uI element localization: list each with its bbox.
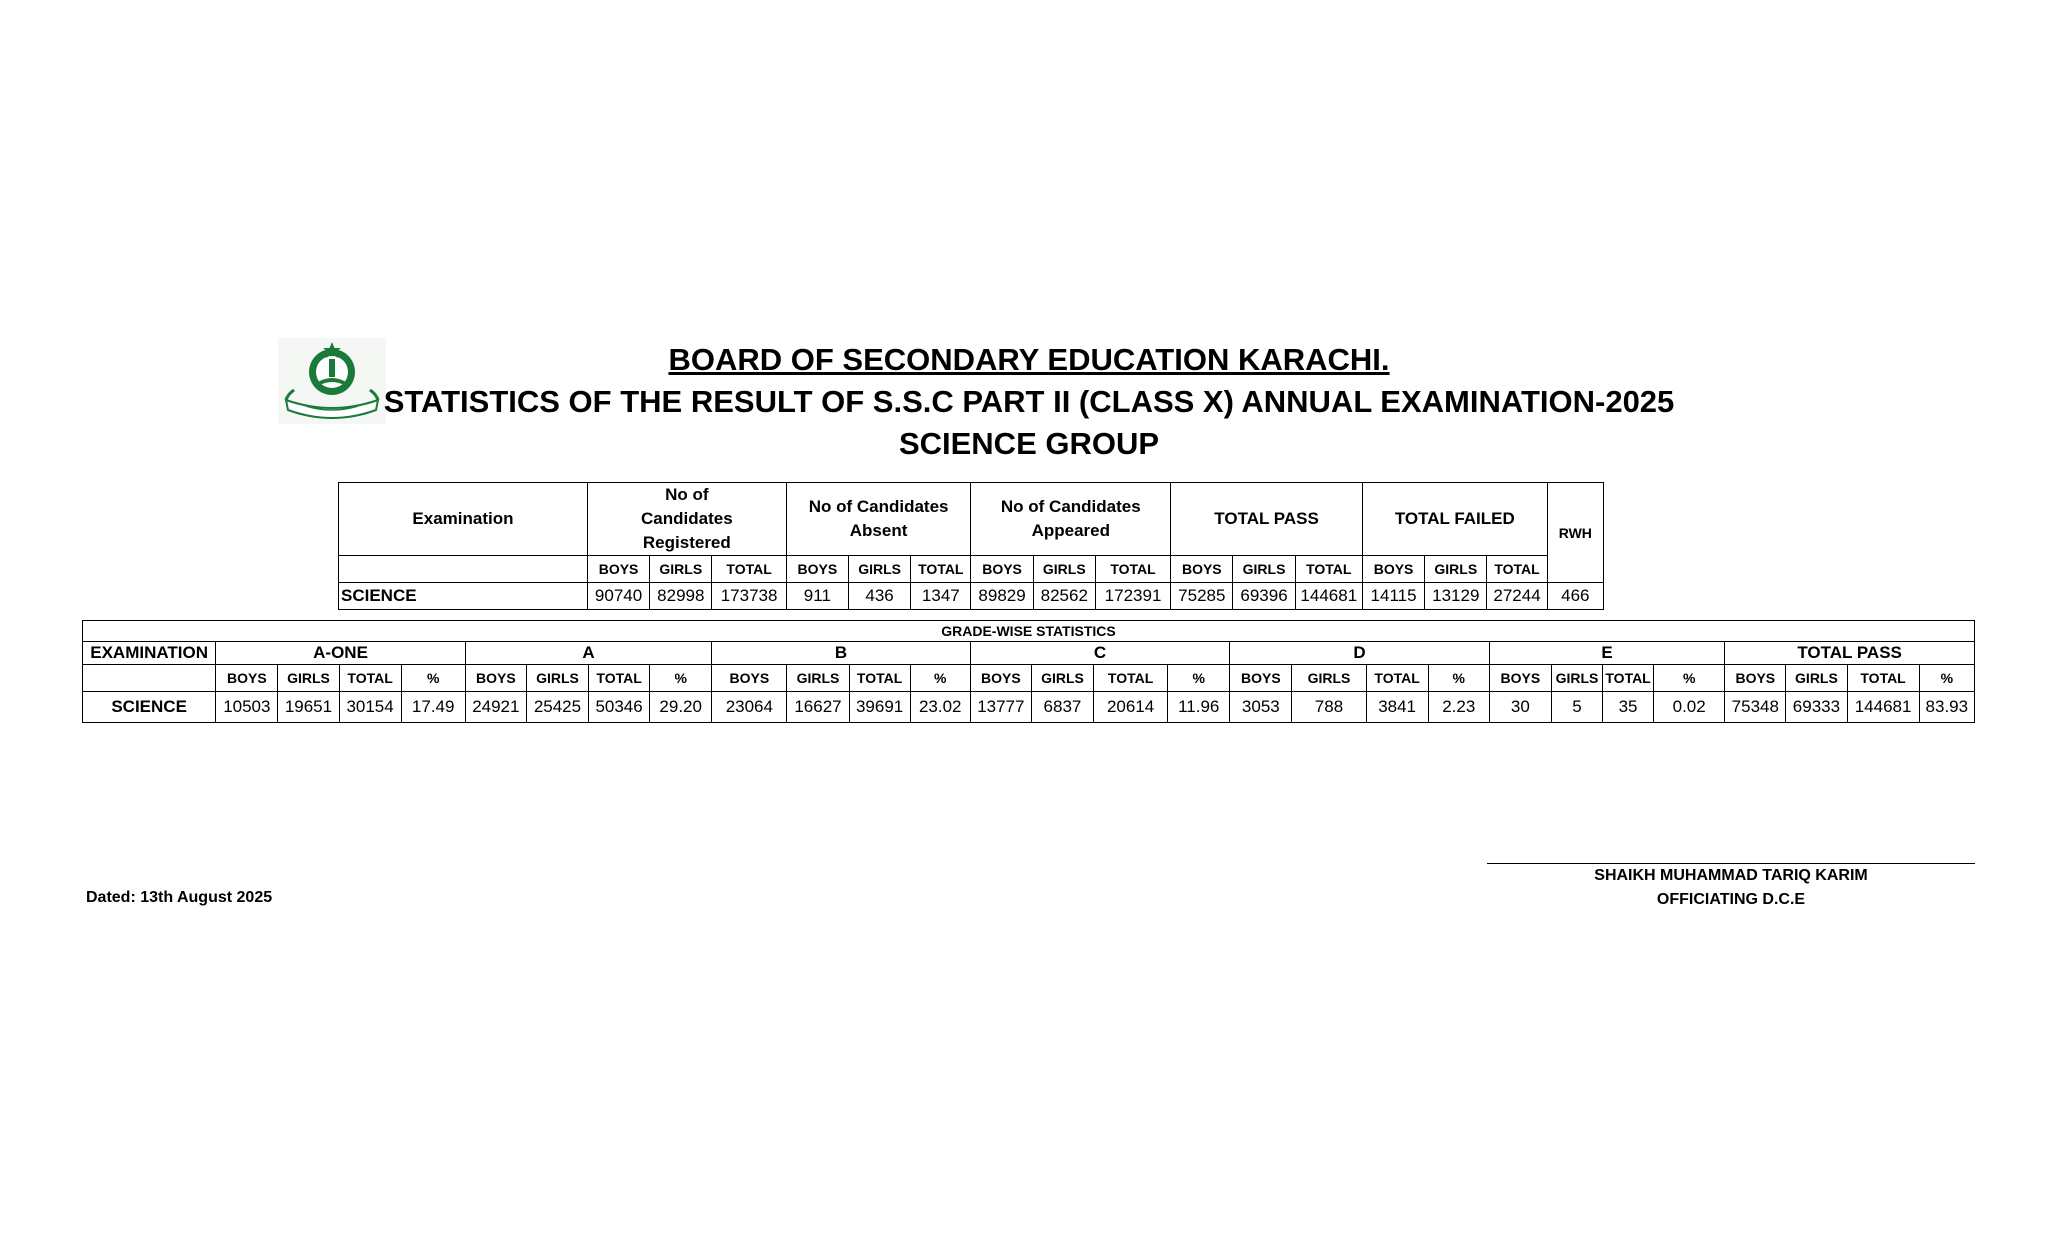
date-stamp: Dated: 13th August 2025 bbox=[86, 889, 273, 906]
cell-e-total: 35 bbox=[1603, 692, 1654, 723]
cell-failed-total: 27244 bbox=[1487, 583, 1547, 610]
header-examination: EXAMINATION bbox=[83, 642, 216, 665]
sub-pct: % bbox=[401, 665, 465, 692]
cell-pass-total: 144681 bbox=[1295, 583, 1362, 610]
sub-pct: % bbox=[1168, 665, 1230, 692]
sub-girls: GIRLS bbox=[1233, 556, 1295, 583]
cell-e-pct: 0.02 bbox=[1654, 692, 1725, 723]
sub-boys: BOYS bbox=[587, 556, 649, 583]
sub-boys: BOYS bbox=[1362, 556, 1424, 583]
cell-a-one-total: 30154 bbox=[339, 692, 401, 723]
summary-table bbox=[338, 482, 1604, 610]
sub-boys: BOYS bbox=[971, 556, 1033, 583]
sub-pct: % bbox=[1428, 665, 1489, 692]
sub-boys: BOYS bbox=[216, 665, 278, 692]
cell-d-girls: 788 bbox=[1292, 692, 1366, 723]
sub-total: TOTAL bbox=[1095, 556, 1170, 583]
sub-total: TOTAL bbox=[1295, 556, 1362, 583]
sub-girls: GIRLS bbox=[1033, 556, 1095, 583]
cell-a-boys: 24921 bbox=[465, 692, 526, 723]
signatory-name: SHAIKH MUHAMMAD TARIQ KARIM bbox=[1594, 867, 1868, 884]
cell-a-one-boys: 10503 bbox=[216, 692, 278, 723]
sub-total: TOTAL bbox=[1487, 556, 1547, 583]
row-label-science: SCIENCE bbox=[339, 583, 588, 610]
header-examination: Examination bbox=[339, 483, 588, 556]
sub-girls: GIRLS bbox=[1292, 665, 1366, 692]
cell-a-one-girls: 19651 bbox=[278, 692, 339, 723]
header-blank bbox=[83, 665, 216, 692]
sub-girls: GIRLS bbox=[1786, 665, 1847, 692]
cell-c-boys: 13777 bbox=[970, 692, 1031, 723]
sub-total: TOTAL bbox=[712, 556, 786, 583]
cell-a-girls: 25425 bbox=[526, 692, 588, 723]
header-appeared: No of Candidates Appeared bbox=[971, 483, 1171, 556]
cell-c-total: 20614 bbox=[1094, 692, 1168, 723]
statistics-title: STATISTICS OF THE RESULT OF S.S.C PART II (CLASS X) ANNUAL EXAMINATION-2025 bbox=[383, 384, 1675, 419]
sub-girls: GIRLS bbox=[278, 665, 339, 692]
sub-boys: BOYS bbox=[712, 665, 787, 692]
grade-total-pass: TOTAL PASS bbox=[1725, 642, 1975, 665]
signatory-title: OFFICIATING D.C.E bbox=[1656, 891, 1806, 908]
signatory-block bbox=[1487, 864, 1975, 912]
grade-e: E bbox=[1489, 642, 1724, 665]
sub-total: TOTAL bbox=[911, 556, 971, 583]
cell-e-boys: 30 bbox=[1489, 692, 1551, 723]
sub-boys: BOYS bbox=[1230, 665, 1292, 692]
cell-rwh: 466 bbox=[1547, 583, 1603, 610]
sub-girls: GIRLS bbox=[1425, 556, 1487, 583]
group-title: SCIENCE GROUP bbox=[898, 426, 1160, 461]
grade-a: A bbox=[465, 642, 712, 665]
sub-pct: % bbox=[1654, 665, 1725, 692]
cell-b-girls: 16627 bbox=[787, 692, 849, 723]
cell-e-girls: 5 bbox=[1551, 692, 1602, 723]
sub-boys: BOYS bbox=[1489, 665, 1551, 692]
grade-d: D bbox=[1230, 642, 1490, 665]
sub-girls: GIRLS bbox=[1031, 665, 1093, 692]
sub-pct: % bbox=[1919, 665, 1974, 692]
cell-total-pass-girls: 69333 bbox=[1786, 692, 1847, 723]
grade-table bbox=[82, 620, 1975, 723]
cell-b-pct: 23.02 bbox=[910, 692, 970, 723]
cell-failed-boys: 14115 bbox=[1362, 583, 1424, 610]
header-absent: No of Candidates Absent bbox=[786, 483, 971, 556]
sub-pct: % bbox=[910, 665, 970, 692]
cell-appeared-girls: 82562 bbox=[1033, 583, 1095, 610]
cell-a-total: 50346 bbox=[589, 692, 650, 723]
cell-c-pct: 11.96 bbox=[1168, 692, 1230, 723]
cell-d-pct: 2.23 bbox=[1428, 692, 1489, 723]
cell-total-pass-total: 144681 bbox=[1847, 692, 1919, 723]
cell-absent-boys: 911 bbox=[786, 583, 848, 610]
sub-girls: GIRLS bbox=[848, 556, 910, 583]
grade-c: C bbox=[970, 642, 1230, 665]
header-rwh: RWH bbox=[1547, 483, 1603, 583]
cell-registered-girls: 82998 bbox=[650, 583, 712, 610]
cell-a-one-pct: 17.49 bbox=[401, 692, 465, 723]
cell-failed-girls: 13129 bbox=[1425, 583, 1487, 610]
sub-total: TOTAL bbox=[339, 665, 401, 692]
cell-b-boys: 23064 bbox=[712, 692, 787, 723]
sub-girls: GIRLS bbox=[1551, 665, 1602, 692]
sub-girls: GIRLS bbox=[787, 665, 849, 692]
header-total-failed: TOTAL FAILED bbox=[1362, 483, 1547, 556]
row-label-science: SCIENCE bbox=[83, 692, 216, 723]
header-registered: No of Candidates Registered bbox=[587, 483, 786, 556]
cell-b-total: 39691 bbox=[849, 692, 910, 723]
cell-absent-girls: 436 bbox=[848, 583, 910, 610]
sub-pct: % bbox=[650, 665, 712, 692]
sub-total: TOTAL bbox=[849, 665, 910, 692]
cell-absent-total: 1347 bbox=[911, 583, 971, 610]
grade-b: B bbox=[712, 642, 971, 665]
sub-total: TOTAL bbox=[1847, 665, 1919, 692]
cell-d-boys: 3053 bbox=[1230, 692, 1292, 723]
sub-girls: GIRLS bbox=[526, 665, 588, 692]
grade-a-one: A-ONE bbox=[216, 642, 466, 665]
sub-girls: GIRLS bbox=[650, 556, 712, 583]
grade-title: GRADE-WISE STATISTICS bbox=[83, 621, 1975, 642]
cell-c-girls: 6837 bbox=[1031, 692, 1093, 723]
sub-total: TOTAL bbox=[1094, 665, 1168, 692]
cell-total-pass-boys: 75348 bbox=[1725, 692, 1786, 723]
sub-total: TOTAL bbox=[589, 665, 650, 692]
sub-boys: BOYS bbox=[1171, 556, 1233, 583]
sub-total: TOTAL bbox=[1603, 665, 1654, 692]
sub-boys: BOYS bbox=[465, 665, 526, 692]
sub-boys: BOYS bbox=[1725, 665, 1786, 692]
cell-total-pass-pct: 83.93 bbox=[1919, 692, 1974, 723]
cell-registered-boys: 90740 bbox=[587, 583, 649, 610]
cell-pass-girls: 69396 bbox=[1233, 583, 1295, 610]
sub-boys: BOYS bbox=[786, 556, 848, 583]
sub-total: TOTAL bbox=[1366, 665, 1428, 692]
header-blank bbox=[339, 556, 588, 583]
cell-d-total: 3841 bbox=[1366, 692, 1428, 723]
cell-a-pct: 29.20 bbox=[650, 692, 712, 723]
board-title: BOARD OF SECONDARY EDUCATION KARACHI. bbox=[668, 342, 1390, 377]
cell-appeared-boys: 89829 bbox=[971, 583, 1033, 610]
sub-boys: BOYS bbox=[970, 665, 1031, 692]
cell-registered-total: 173738 bbox=[712, 583, 786, 610]
cell-appeared-total: 172391 bbox=[1095, 583, 1170, 610]
header-total-pass: TOTAL PASS bbox=[1171, 483, 1363, 556]
cell-pass-boys: 75285 bbox=[1171, 583, 1233, 610]
